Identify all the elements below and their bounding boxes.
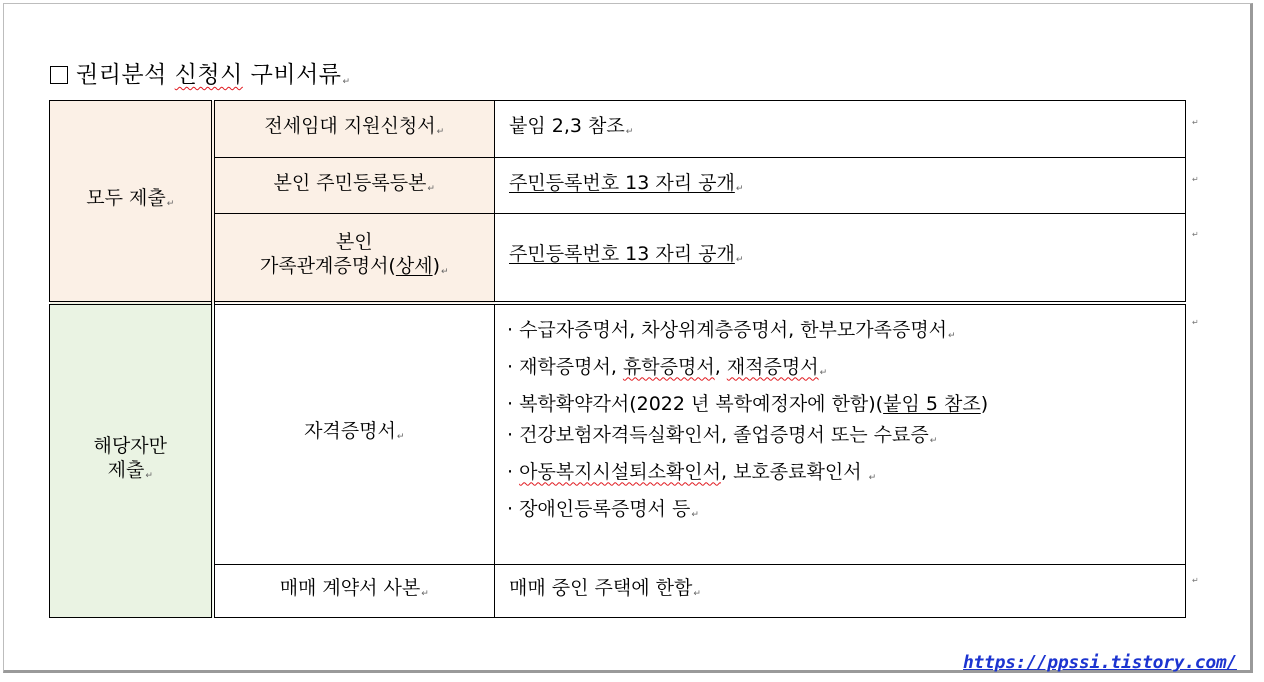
table-row (50, 214, 1186, 303)
misspelled-word: 아동복지시설퇴소확인서 (519, 460, 721, 483)
paragraph-mark: ↵ (145, 470, 153, 481)
bullet-text: · 건강보험자격득실확인서, 졸업증명서 또는 수료증 (507, 423, 929, 446)
misspelled-word: 휴학증명서 (622, 355, 715, 378)
desc-text: 매매 중인 주택에 한함 (509, 577, 693, 599)
bullet-line (507, 352, 1185, 389)
item-cell (213, 214, 495, 303)
misspelled-word: 재적증명서 (726, 355, 819, 378)
paragraph-mark: ↵ (693, 589, 701, 599)
table-row (50, 158, 1186, 214)
item-label: 본인 주민등록등본 (273, 171, 427, 194)
bullet-text: · 재학증명서, (507, 355, 623, 378)
bullet-line (507, 457, 1185, 494)
paragraph-mark: ↵ (166, 198, 175, 209)
desc-cell (495, 158, 1186, 214)
bullet-text: · 수급자증명서, 차상위계층증명서, 한부모가족증명서 (507, 318, 948, 341)
bullet-line (507, 494, 1185, 531)
paragraph-mark: ↵ (929, 435, 938, 446)
bullet-text: ) (980, 392, 989, 415)
paragraph-mark: ↵ (1192, 230, 1199, 239)
paragraph-mark: ↵ (421, 589, 429, 599)
paragraph-mark: ↵ (441, 267, 449, 278)
paragraph-mark: ↵ (691, 509, 699, 520)
paragraph-mark: ↵ (1192, 118, 1199, 127)
desc-text: 주민등록번호 13 자리 공개 (509, 243, 735, 266)
paragraph-mark: ↵ (868, 472, 877, 483)
desc-cell (495, 214, 1186, 303)
paragraph-mark: ↵ (948, 330, 956, 341)
bullet-text: · (507, 460, 520, 483)
paragraph-mark: ↵ (819, 367, 828, 378)
desc-text: 주민등록번호 13 자리 공개 (509, 171, 735, 194)
paragraph-mark: ↵ (1192, 318, 1199, 327)
item-cell (213, 303, 495, 565)
category-label-line2: 제출 (107, 458, 145, 481)
bullet-line (507, 389, 1185, 420)
documents-table (49, 100, 1186, 618)
bullet-line (507, 315, 1185, 352)
paragraph-mark: ↵ (427, 183, 435, 194)
item-label: 전세임대 지원신청서 (264, 115, 436, 137)
paragraph-mark: ↵ (342, 77, 351, 87)
desc-text: 붙임 2,3 참조 (509, 115, 625, 137)
item-cell (213, 101, 495, 158)
desc-cell (495, 565, 1186, 618)
item-label: 매매 계약서 사본 (279, 577, 421, 599)
section-title (50, 58, 351, 99)
table-row (50, 303, 1186, 565)
title-misspelled-word: 신청시 (174, 62, 243, 88)
item-label: 자격증명서 (304, 420, 396, 443)
item-cell (213, 565, 495, 618)
paragraph-mark: ↵ (396, 432, 405, 443)
bullet-text: · 장애인등록증명서 등 (507, 497, 691, 520)
item-cell (213, 158, 495, 214)
paragraph-mark: ↵ (735, 255, 744, 266)
table-row (50, 101, 1186, 158)
checkbox-icon (50, 66, 68, 84)
bullet-text: , (714, 355, 727, 378)
bullets-cell (495, 303, 1186, 565)
bullet-text: , 보호종료확인서 (721, 460, 868, 483)
underlined-reference: 붙임 5 참조 (883, 392, 981, 415)
category-label-line1: 해당자만 (93, 434, 167, 457)
item-label-underlined: 상세 (395, 255, 433, 278)
paragraph-mark: ↵ (1192, 576, 1199, 585)
paragraph-mark: ↵ (436, 127, 445, 137)
table-row (50, 565, 1186, 618)
category-cell-all (50, 101, 213, 303)
bullet-text: · 복학확약각서(2022 년 복학예정자에 한함)( (507, 392, 884, 415)
blog-url-link[interactable]: https://ppssi.tistory.com/ (963, 652, 1237, 673)
item-label-line1: 본인 (335, 231, 373, 254)
category-label: 모두 제출 (86, 186, 166, 209)
title-prefix: 권리분석 (76, 62, 175, 88)
bullet-line (507, 420, 1185, 457)
title-suffix: 구비서류 (242, 62, 342, 88)
item-label-line2: 가족관계증명서( (259, 255, 396, 278)
item-label-suffix: ) (432, 255, 440, 278)
paragraph-mark: ↵ (625, 127, 634, 137)
category-cell-applicable (50, 303, 213, 618)
paragraph-mark: ↵ (1192, 175, 1199, 184)
desc-cell (495, 101, 1186, 158)
paragraph-mark: ↵ (735, 183, 744, 194)
